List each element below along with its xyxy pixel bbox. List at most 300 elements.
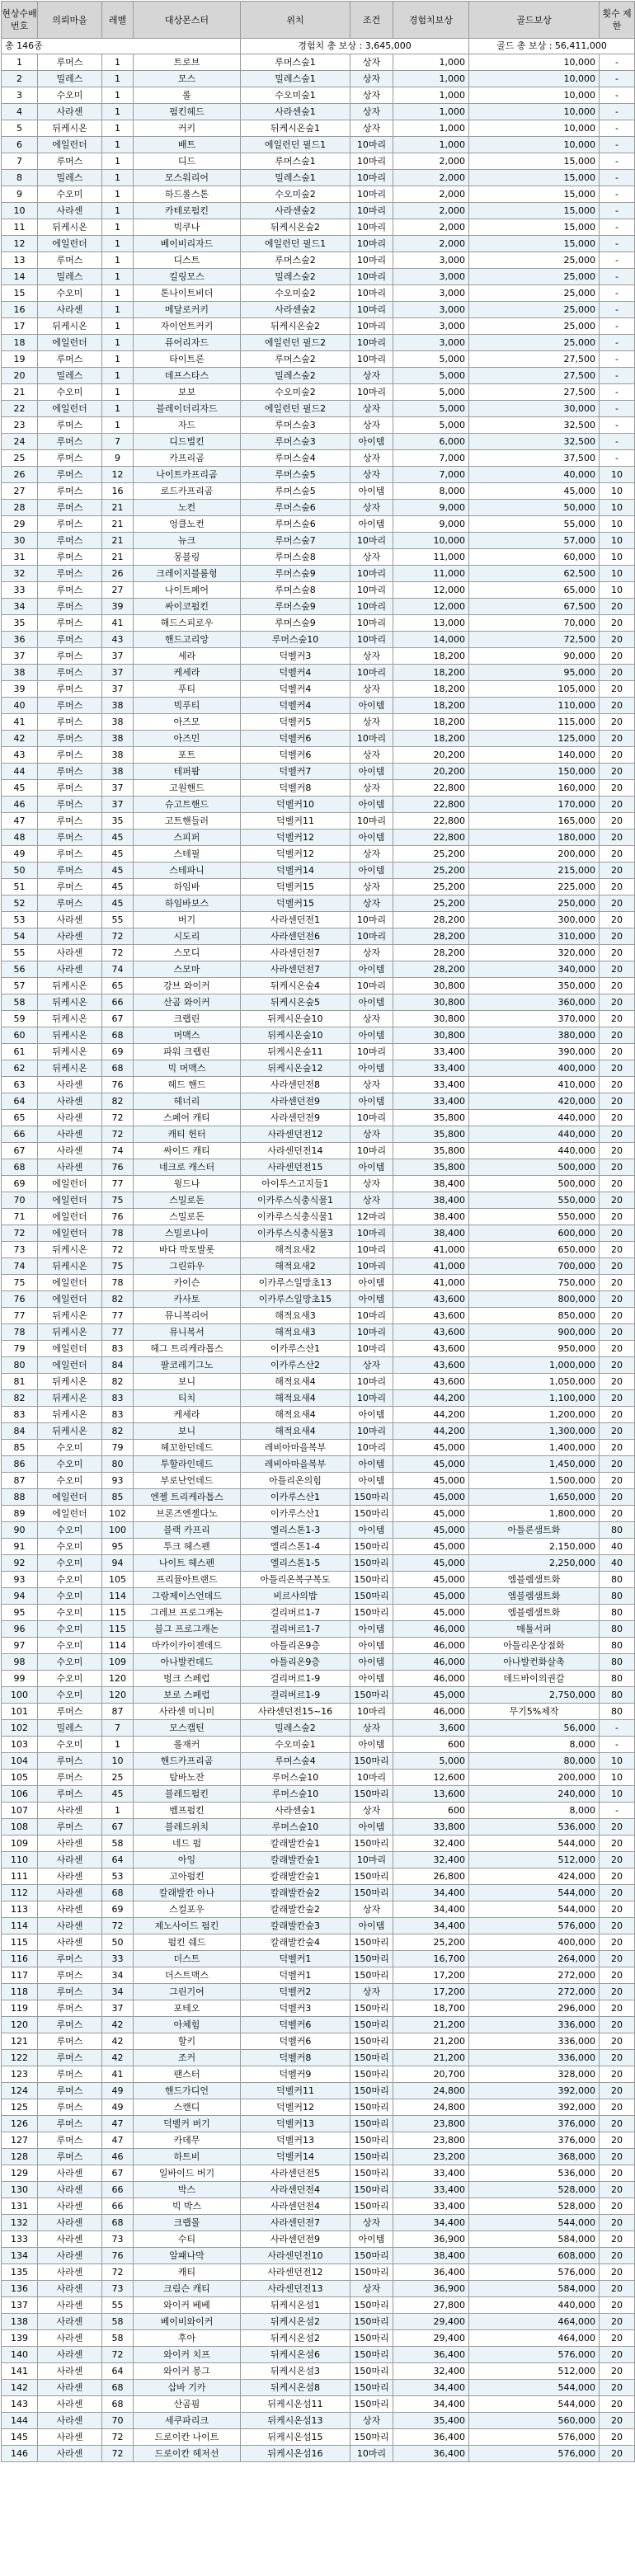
cell-exp: 38,400 (393, 1225, 469, 1242)
cell-level: 87 (102, 1704, 134, 1720)
cell-no: 42 (2, 731, 38, 747)
cell-gold: 27,500 (469, 351, 600, 368)
cell-exp: 35,800 (393, 1110, 469, 1126)
cell-level: 72 (102, 2347, 134, 2363)
cell-gold: 544,000 (469, 1885, 600, 1901)
cell-no: 32 (2, 566, 38, 582)
cell-level: 1 (102, 153, 134, 170)
cell-exp: 600 (393, 1803, 469, 1819)
cell-no: 132 (2, 2215, 38, 2231)
cell-level: 95 (102, 1539, 134, 1555)
cell-limit: 20 (600, 1324, 635, 1341)
cell-limit: 10 (600, 1770, 635, 1786)
cell-location: 해적요새3 (241, 1308, 350, 1324)
cell-location: 루머스숲1 (241, 153, 350, 170)
cell-condition: 150마리 (350, 1951, 393, 1967)
cell-exp: 34,400 (393, 1885, 469, 1901)
cell-exp: 2,000 (393, 186, 469, 203)
cell-exp: 600 (393, 1737, 469, 1753)
cell-condition: 150마리 (350, 1555, 393, 1572)
cell-monster: 모스 (134, 71, 241, 87)
cell-no: 24 (2, 434, 38, 450)
cell-gold: 15,000 (469, 153, 600, 170)
table-row (2, 1077, 635, 1093)
cell-no: 35 (2, 615, 38, 632)
table-row (2, 1704, 635, 1720)
cell-level: 27 (102, 582, 134, 599)
cell-condition: 150마리 (350, 1572, 393, 1588)
cell-no: 127 (2, 2132, 38, 2149)
cell-monster: 아체힘 (134, 2017, 241, 2033)
cell-no: 144 (2, 2413, 38, 2429)
cell-location: 수오미숲2 (241, 285, 350, 302)
cell-gold: 1,100,000 (469, 1390, 600, 1407)
cell-gold: 500,000 (469, 1176, 600, 1192)
cell-limit: - (600, 236, 635, 252)
cell-gold: 550,000 (469, 1209, 600, 1225)
cell-no: 65 (2, 1110, 38, 1126)
cell-limit: 80 (600, 1605, 635, 1621)
cell-condition: 상자 (350, 500, 393, 516)
cell-location: 사라센던전8 (241, 1077, 350, 1093)
cell-condition: 상자 (350, 549, 393, 566)
header-no: 현상수배 번호 (2, 2, 38, 39)
table-row (2, 1242, 635, 1258)
table-row (2, 2248, 635, 2264)
cell-no: 82 (2, 1390, 38, 1407)
cell-location: 뒤케시온섬13 (241, 2413, 350, 2429)
cell-condition: 상자 (350, 71, 393, 87)
cell-location: 수오미숲1 (241, 87, 350, 104)
cell-limit: 80 (600, 1572, 635, 1588)
cell-location: 루머스숲8 (241, 549, 350, 566)
cell-location: 뒤케시온섬11 (241, 2396, 350, 2413)
cell-exp: 18,200 (393, 698, 469, 714)
cell-monster: 카테로펌킨 (134, 203, 241, 219)
cell-limit: 20 (600, 648, 635, 665)
cell-level: 10 (102, 1753, 134, 1770)
cell-limit: 20 (600, 945, 635, 961)
cell-location: 루머스숲2 (241, 252, 350, 269)
cell-no: 104 (2, 1753, 38, 1770)
cell-level: 1 (102, 417, 134, 434)
cell-exp: 10,000 (393, 533, 469, 549)
cell-gold: 25,000 (469, 269, 600, 285)
cell-location: 수오미숲2 (241, 384, 350, 401)
cell-exp: 2,000 (393, 219, 469, 236)
cell-condition: 10마리 (350, 186, 393, 203)
cell-monster: 스밀로돈 (134, 1209, 241, 1225)
cell-monster: 그레브 프로그캐논 (134, 1605, 241, 1621)
cell-exp: 45,000 (393, 1489, 469, 1506)
cell-monster: 포테오 (134, 2000, 241, 2017)
cell-limit: 20 (600, 1225, 635, 1242)
cell-limit: 20 (600, 2066, 635, 2083)
table-row (2, 516, 635, 533)
cell-limit: 20 (600, 1060, 635, 1077)
cell-gold: 800,000 (469, 1291, 600, 1308)
cell-monster: 테퍼팜 (134, 764, 241, 780)
table-row (2, 2132, 635, 2149)
cell-no: 122 (2, 2050, 38, 2066)
cell-condition: 10마리 (350, 978, 393, 994)
cell-no: 52 (2, 895, 38, 912)
cell-monster: 헤너리 (134, 1093, 241, 1110)
cell-location: 걸리버르1-7 (241, 1605, 350, 1621)
cell-exp: 33,400 (393, 2198, 469, 2215)
cell-exp: 45,000 (393, 1588, 469, 1605)
cell-limit: 80 (600, 1704, 635, 1720)
table-row (2, 780, 635, 797)
cell-monster: 푸티 (134, 681, 241, 698)
cell-location: 루머스숲10 (241, 1770, 350, 1786)
cell-level: 41 (102, 615, 134, 632)
cell-client: 루머스 (38, 2000, 102, 2017)
cell-location: 뒤케시온섬16 (241, 2446, 350, 2462)
cell-location: 덕벨커9 (241, 2066, 350, 2083)
cell-client: 사라센 (38, 1077, 102, 1093)
cell-monster: 고원핸드 (134, 780, 241, 797)
cell-condition: 150마리 (350, 2165, 393, 2182)
cell-level: 9 (102, 450, 134, 467)
cell-limit: 20 (600, 895, 635, 912)
cell-location: 사라센던전4 (241, 2198, 350, 2215)
cell-level: 50 (102, 1934, 134, 1951)
cell-limit: - (600, 71, 635, 87)
table-row (2, 912, 635, 928)
cell-gold: 576,000 (469, 2264, 600, 2281)
table-row (2, 54, 635, 71)
cell-monster: 알패나막 (134, 2248, 241, 2264)
cell-no: 77 (2, 1308, 38, 1324)
cell-level: 42 (102, 2050, 134, 2066)
cell-client: 에일런더 (38, 1176, 102, 1192)
cell-monster: 고아펌킨 (134, 1869, 241, 1885)
cell-location: 이카루스식충식물3 (241, 1225, 350, 1242)
cell-no: 81 (2, 1374, 38, 1390)
cell-exp: 45,000 (393, 1687, 469, 1704)
cell-level: 45 (102, 863, 134, 879)
cell-no: 22 (2, 401, 38, 417)
cell-monster: 포트 (134, 747, 241, 764)
cell-gold: 250,000 (469, 895, 600, 912)
cell-limit: - (600, 153, 635, 170)
cell-gold: 368,000 (469, 2149, 600, 2165)
cell-level: 67 (102, 1011, 134, 1027)
cell-no: 106 (2, 1786, 38, 1803)
cell-exp: 46,000 (393, 1671, 469, 1687)
cell-limit: 20 (600, 2198, 635, 2215)
cell-client: 수오미 (38, 1638, 102, 1654)
cell-exp: 18,200 (393, 681, 469, 698)
cell-condition: 상자 (350, 1011, 393, 1027)
cell-limit: 20 (600, 714, 635, 731)
cell-location: 덕벨커4 (241, 681, 350, 698)
cell-exp: 1,000 (393, 54, 469, 71)
table-row (2, 1506, 635, 1522)
cell-limit: 20 (600, 1934, 635, 1951)
cell-client: 사라센 (38, 1093, 102, 1110)
cell-condition: 아이템 (350, 483, 393, 500)
cell-monster: 팬스터 (134, 2066, 241, 2083)
cell-monster: 자드 (134, 417, 241, 434)
cell-level: 85 (102, 1489, 134, 1506)
cell-client: 루머스 (38, 747, 102, 764)
cell-gold: 엠블렘샘트화 (469, 1588, 600, 1605)
cell-no: 105 (2, 1770, 38, 1786)
table-row (2, 2297, 635, 2314)
table-row (2, 1803, 635, 1819)
cell-limit: 20 (600, 2363, 635, 2380)
cell-limit: - (600, 384, 635, 401)
cell-exp: 23,800 (393, 2132, 469, 2149)
cell-no: 20 (2, 368, 38, 384)
cell-client: 사라센 (38, 928, 102, 945)
cell-client: 밀레스 (38, 368, 102, 384)
cell-level: 1 (102, 54, 134, 71)
table-row (2, 252, 635, 269)
cell-condition: 150마리 (350, 2182, 393, 2198)
cell-exp: 36,400 (393, 2446, 469, 2462)
cell-location: 덕벨커3 (241, 2000, 350, 2017)
table-row (2, 1951, 635, 1967)
cell-condition: 아이템 (350, 830, 393, 846)
cell-exp: 5,000 (393, 1753, 469, 1770)
cell-level: 47 (102, 2116, 134, 2132)
cell-exp: 23,800 (393, 2116, 469, 2132)
cell-monster: 스테파니 (134, 863, 241, 879)
bounty-rows (2, 54, 635, 2462)
cell-level: 102 (102, 1506, 134, 1522)
cell-condition: 10마리 (350, 665, 393, 681)
cell-no: 134 (2, 2248, 38, 2264)
cell-client: 밀레스 (38, 1720, 102, 1737)
cell-location: 사라센숲2 (241, 203, 350, 219)
cell-exp: 44,200 (393, 1423, 469, 1440)
cell-monster: 드로이칸 헤저선 (134, 2446, 241, 2462)
table-row (2, 1671, 635, 1687)
cell-level: 120 (102, 1687, 134, 1704)
cell-location: 해적요새2 (241, 1242, 350, 1258)
cell-client: 에일런더 (38, 137, 102, 153)
cell-gold: 아틀리온상점화 (469, 1638, 600, 1654)
cell-exp: 41,000 (393, 1242, 469, 1258)
cell-gold: 390,000 (469, 1044, 600, 1060)
cell-limit: 20 (600, 1901, 635, 1918)
cell-gold: 125,000 (469, 731, 600, 747)
cell-condition: 150마리 (350, 2314, 393, 2330)
cell-location: 뒤케시온숲4 (241, 978, 350, 994)
cell-exp: 17,200 (393, 1967, 469, 1984)
cell-condition: 150마리 (350, 1869, 393, 1885)
cell-level: 33 (102, 1951, 134, 1967)
cell-condition: 10마리 (350, 1308, 393, 1324)
cell-exp: 34,400 (393, 1901, 469, 1918)
cell-exp: 3,000 (393, 252, 469, 269)
cell-client: 에일런더 (38, 1192, 102, 1209)
cell-level: 120 (102, 1671, 134, 1687)
cell-level: 76 (102, 1077, 134, 1093)
cell-limit: 40 (600, 1555, 635, 1572)
cell-client: 수오미 (38, 1539, 102, 1555)
cell-level: 34 (102, 1967, 134, 1984)
cell-no: 19 (2, 351, 38, 368)
cell-level: 82 (102, 1374, 134, 1390)
cell-exp: 7,000 (393, 450, 469, 467)
cell-no: 115 (2, 1934, 38, 1951)
cell-client: 뒤케시온 (38, 1060, 102, 1077)
cell-monster: 하드롤스톤 (134, 186, 241, 203)
cell-no: 121 (2, 2033, 38, 2050)
table-row (2, 2116, 635, 2132)
cell-monster: 빅 박스 (134, 2198, 241, 2215)
cell-client: 뒤케시온 (38, 1407, 102, 1423)
cell-exp: 46,000 (393, 1654, 469, 1671)
cell-condition: 10마리 (350, 335, 393, 351)
cell-limit: 20 (600, 2149, 635, 2165)
cell-location: 사라센던전14 (241, 1143, 350, 1159)
cell-level: 83 (102, 1407, 134, 1423)
header-row (2, 2, 635, 39)
cell-exp: 33,400 (393, 1060, 469, 1077)
cell-gold: 아나발컨화살촉 (469, 1654, 600, 1671)
table-row (2, 928, 635, 945)
cell-gold: 55,000 (469, 516, 600, 533)
cell-limit: 20 (600, 1819, 635, 1836)
table-row (2, 186, 635, 203)
cell-condition: 10마리 (350, 351, 393, 368)
cell-level: 53 (102, 1869, 134, 1885)
table-row (2, 1819, 635, 1836)
cell-condition: 상자 (350, 895, 393, 912)
cell-client: 사라센 (38, 2363, 102, 2380)
cell-location: 사라센던전4 (241, 2182, 350, 2198)
cell-gold: 440,000 (469, 1126, 600, 1143)
table-row (2, 2165, 635, 2182)
cell-monster: 탐바노잔 (134, 1770, 241, 1786)
cell-limit: - (600, 252, 635, 269)
cell-level: 1 (102, 120, 134, 137)
cell-exp: 28,200 (393, 928, 469, 945)
cell-level: 114 (102, 1638, 134, 1654)
cell-condition: 150마리 (350, 2033, 393, 2050)
cell-client: 루머스 (38, 533, 102, 549)
cell-location: 이카루스일망초15 (241, 1291, 350, 1308)
cell-limit: - (600, 417, 635, 434)
cell-location: 덕벨커4 (241, 698, 350, 714)
cell-no: 30 (2, 533, 38, 549)
cell-monster: 디드 (134, 153, 241, 170)
cell-exp: 23,200 (393, 2149, 469, 2165)
cell-condition: 아이템 (350, 2231, 393, 2248)
table-row (2, 830, 635, 846)
cell-level: 70 (102, 2413, 134, 2429)
cell-condition: 10마리 (350, 615, 393, 632)
cell-condition: 아이템 (350, 1671, 393, 1687)
cell-level: 1 (102, 87, 134, 104)
cell-client: 사라센 (38, 2248, 102, 2264)
cell-no: 13 (2, 252, 38, 269)
cell-no: 146 (2, 2446, 38, 2462)
cell-limit: 80 (600, 1522, 635, 1539)
cell-no: 124 (2, 2083, 38, 2099)
cell-exp: 1,000 (393, 120, 469, 137)
cell-condition: 아이템 (350, 698, 393, 714)
cell-client: 루머스 (38, 2083, 102, 2099)
cell-monster: 블그 프로그캐논 (134, 1621, 241, 1638)
table-row (2, 351, 635, 368)
cell-location: 사라센던전12 (241, 1126, 350, 1143)
cell-no: 80 (2, 1357, 38, 1374)
cell-limit: 20 (600, 1852, 635, 1869)
cell-condition: 아이템 (350, 1654, 393, 1671)
cell-location: 덕벨커13 (241, 2132, 350, 2149)
table-row (2, 401, 635, 417)
cell-client: 루머스 (38, 252, 102, 269)
cell-location: 덕벨커14 (241, 2149, 350, 2165)
cell-client: 루머스 (38, 1951, 102, 1967)
cell-exp: 3,000 (393, 335, 469, 351)
cell-monster: 카프리곰 (134, 450, 241, 467)
table-row (2, 71, 635, 87)
cell-limit: - (600, 335, 635, 351)
cell-no: 89 (2, 1506, 38, 1522)
cell-client: 뒤케시온 (38, 1324, 102, 1341)
cell-gold: 300,000 (469, 912, 600, 928)
cell-location: 뒤케시온숲2 (241, 219, 350, 236)
cell-no: 145 (2, 2429, 38, 2446)
cell-gold: 2,750,000 (469, 1687, 600, 1704)
table-row (2, 994, 635, 1011)
table-row (2, 1687, 635, 1704)
cell-gold: 1,000,000 (469, 1357, 600, 1374)
cell-client: 에일런더 (38, 1357, 102, 1374)
cell-no: 1 (2, 54, 38, 71)
cell-level: 21 (102, 533, 134, 549)
cell-condition: 상자 (350, 120, 393, 137)
cell-gold: 400,000 (469, 1934, 600, 1951)
cell-client: 에일런더 (38, 1489, 102, 1506)
cell-monster: 롤재커 (134, 1737, 241, 1753)
cell-condition: 150마리 (350, 2149, 393, 2165)
cell-limit: 20 (600, 1159, 635, 1176)
cell-monster: 프리뮬아트랜드 (134, 1572, 241, 1588)
cell-limit: 20 (600, 1456, 635, 1473)
cell-location: 루머스숲10 (241, 632, 350, 648)
cell-condition: 상자 (350, 681, 393, 698)
cell-client: 루머스 (38, 731, 102, 747)
cell-no: 15 (2, 285, 38, 302)
cell-condition: 상자 (350, 780, 393, 797)
cell-condition: 10마리 (350, 1770, 393, 1786)
cell-location: 뒤케시온섬6 (241, 2347, 350, 2363)
cell-limit: 80 (600, 1654, 635, 1671)
cell-client: 사라센 (38, 961, 102, 978)
cell-monster: 뮤니복리어 (134, 1308, 241, 1324)
cell-level: 47 (102, 2132, 134, 2149)
table-row (2, 2033, 635, 2050)
cell-client: 수오미 (38, 1671, 102, 1687)
cell-client: 사라센 (38, 2380, 102, 2396)
cell-no: 101 (2, 1704, 38, 1720)
cell-gold: 15,000 (469, 170, 600, 186)
cell-client: 루머스 (38, 450, 102, 467)
cell-monster: 카사토 (134, 1291, 241, 1308)
cell-condition: 150마리 (350, 2363, 393, 2380)
cell-level: 21 (102, 549, 134, 566)
cell-limit: 20 (600, 2116, 635, 2132)
cell-monster: 블레드위치 (134, 1819, 241, 1836)
